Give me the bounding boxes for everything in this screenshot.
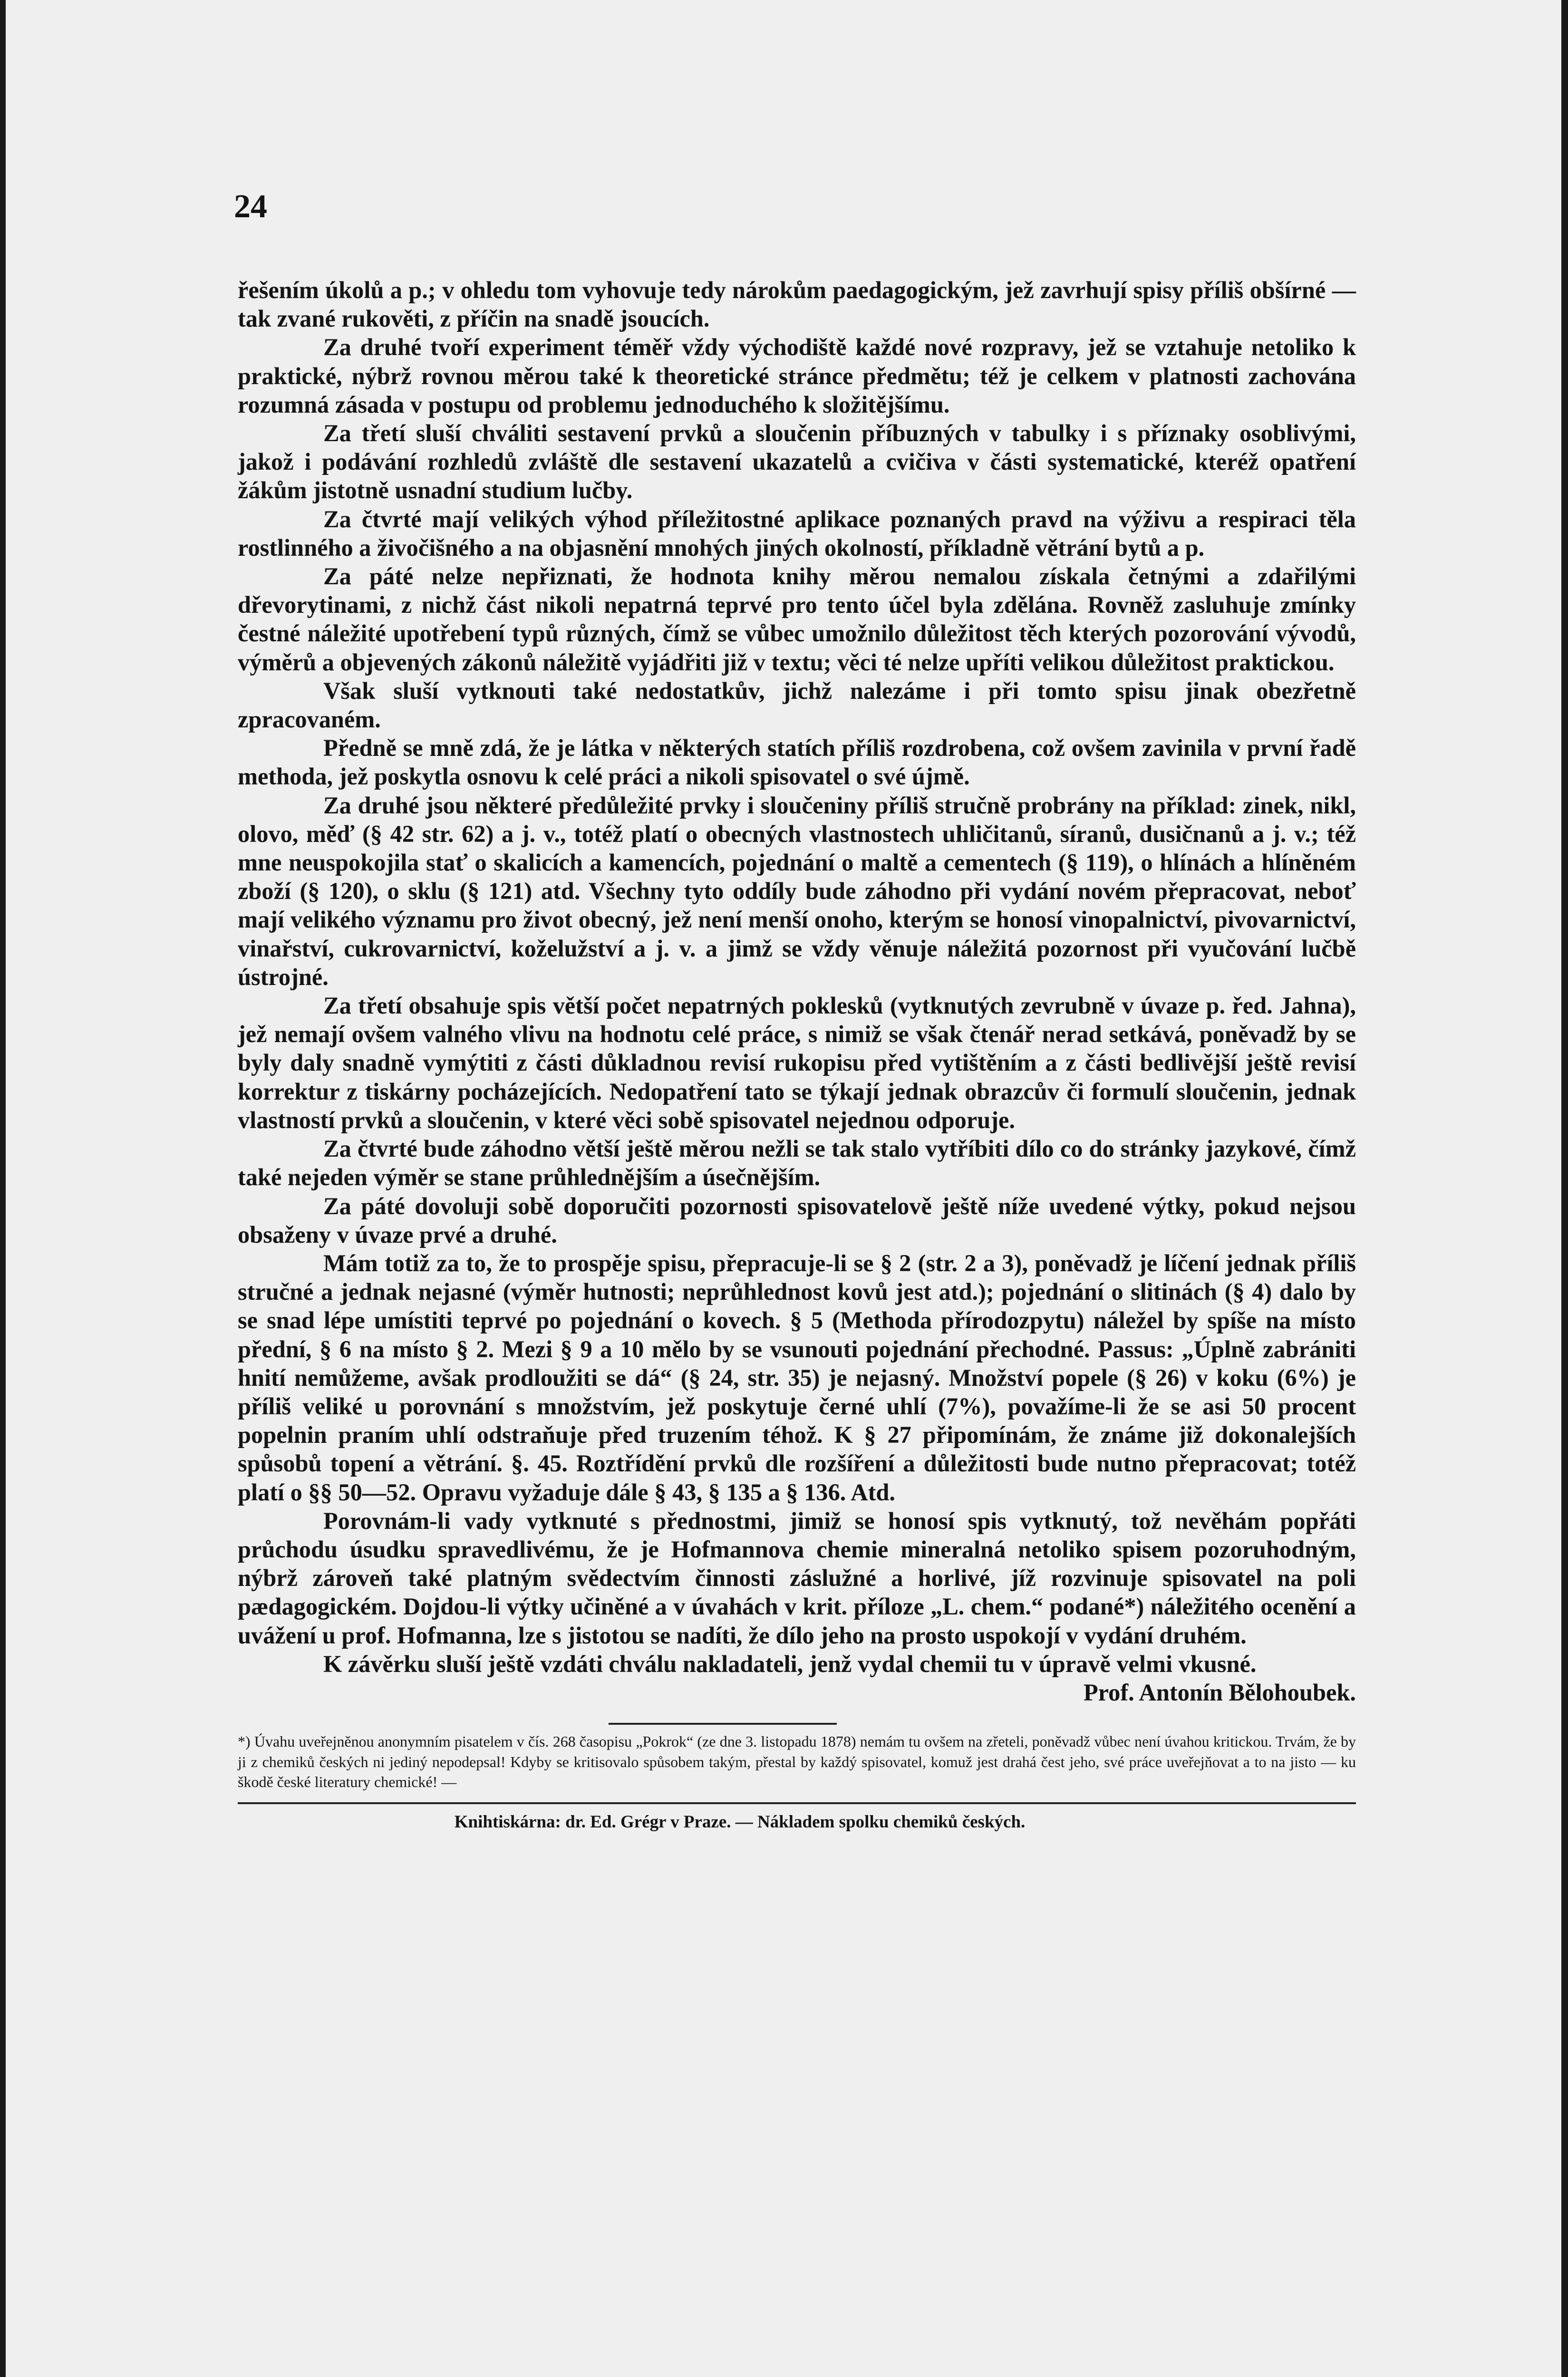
paragraph-13: Porovnám-li vady vytknuté s přednostmi, jimiž se honosí spis vytknutý, tož nevěhám popřáti průchodu úsudku spravedlivému, že je Hofmannova chemie mineralná netoliko spisem pozoruhodným, nýbrž zároveň také platným svědectvím činnosti záslužné a horlivé, jíž rozvinuje spisovatel na poli pædagogickém. Dojdou-li výtky učiněné a v úvahách v krit. příloze „L. chem.“ podané*) náležitého ocenění a uvážení u prof. Hofmanna, lze s jistotou se nadíti, že dílo jeho na prosto uspokojí v vydání druhém. [238, 1507, 1356, 1649]
footnote-rule [609, 1723, 837, 1725]
paragraph-6: Však sluší vytknouti také nedostatkův, jichž nalezáme i při tomto spisu jinak obezřetně zpracovaném. [238, 677, 1356, 733]
paragraph-12: Mám totiž za to, že to prospěje spisu, přepracuje-li se § 2 (str. 2 a 3), poněvadž je líčení jednak příliš stručné a jednak nejasné (výměr hutnosti; neprůhlednost kovů jest atd.); pojednání o slitinách (§ 4) dalo by se snad lépe umístiti teprvé po pojednání o kovech. § 5 (Methoda přírodozpytu) náležel by spíše na místo přední, § 6 na místo § 2. Mezi § 9 a 10 mělo by se vsunouti pojednání přechodné. Passus: „Úplně zabrániti hnití nemůžeme, avšak prodloužiti se dá“ (§ 24, str. 35) je nejasný. Množství popele (§ 26) v koku (6%) je příliš veliké u porovnání s množstvím, jež poskytuje černé uhlí (7%), považíme-li že se asi 50 procent popelnin praním uhlí odstraňuje před truzením téhož. K § 27 připomínám, že známe již dokonalejších spůsobů topení a větrání. §. 45. Roztřídění prvků dle rozšíření a důležitosti bude nutno přepracovat; totéž platí o §§ 50—52. Opravu vyžaduje dále § 43, § 135 a § 136. Atd. [238, 1249, 1356, 1506]
paragraph-2: Za druhé tvoří experiment téměř vždy východiště každé nové rozpravy, jež se vztahuje netoliko k praktické, nýbrž rovnou měrou také k theoretické stránce předmětu; též je celkem v platnosti zachována rozumná zásada v postupu od problemu jednoduchého k složitějšímu. [238, 334, 1356, 418]
paragraph-10: Za čtvrté bude záhodno větší ještě měrou nežli se tak stalo vytříbiti dílo co do stránky jazykové, čímž také nejeden výměr se stane průhlednějším a úsečnějším. [238, 1135, 1356, 1191]
page-number: 24 [234, 188, 267, 225]
paragraph-4: Za čtvrté mají velikých výhod příležitostné aplikace poznaných pravd na výživu a respiraci těla rostlinného a živočišného a na objasnění mnohých jiných okolností, příkladně větrání bytů a p. [238, 505, 1356, 561]
paragraph-5: Za páté nelze nepřiznati, že hodnota knihy měrou nemalou získala četnými a zdařilými dřevorytinami, z nichž část nikoli nepatrná teprvé pro tento účel byla zdělána. Rovněž zasluhuje zmínky čestné náležité upotřebení typů různých, čímž se vůbec umožnilo důležitost těch kterých pozorování vývodů, výměrů a objevených zákonů náležitě vyjádřiti již v textu; věci té nelze upříti velikou důležitost praktickou. [238, 563, 1356, 676]
paragraph-9: Za třetí obsahuje spis větší počet nepatrných poklesků (vytknutých zevrubně v úvaze p. řed. Jahna), jež nemají ovšem valného vlivu na hodnotu celé práce, s nimiž se však čtenář nerad setkává, poněvadž by se byly daly snadně vymýtiti z části důkladnou revisí rukopisu před vytištěním a z části bedlivější ještě revisí korrektur z tiskárny pocházejících. Nedopatření tato se týkají jednak obrazcův či formulí sloučenin, jednak vlastností prvků a sloučenin, v které věci sobě spisovatel nejednou odporuje. [238, 992, 1356, 1133]
page-body [238, 276, 1356, 1833]
paragraph-14: K závěrku sluší ještě vzdáti chválu nakladateli, jenž vydal chemii tu v úpravě velmi vkusné. [323, 1650, 1257, 1677]
paragraph-3: Za třetí sluší chváliti sestavení prvků a sloučenin příbuzných v tabulky i s příznaky osoblivými, jakož i podávání rozhledů zvláště dle sestavení ukazatelů a cvičiva v části systematické, kteréž opatření žákům jistotně usnadní studium lučby. [238, 420, 1356, 504]
imprint-rule [238, 1802, 1356, 1804]
imprint: Knihtiskárna: dr. Ed. Grégr v Praze. — Nákladem spolku chemiků českých. [454, 1812, 1026, 1832]
paragraph-11: Za páté dovoluji sobě doporučiti pozornosti spisovatelově ještě níže uvedené výtky, pokud nejsou obsaženy v úvaze prvé a druhé. [238, 1192, 1356, 1248]
scan-left-edge [0, 0, 6, 2377]
paragraph-7: Předně se mně zdá, že je látka v některých statích příliš rozdrobena, což ovšem zavinila v první řadě methoda, jež poskytla osnovu k celé práci a nikoli spisovatel o své újmě. [238, 734, 1356, 790]
footnote: *) Úvahu uveřejněnou anonymním pisatelem v čís. 268 časopisu „Pokrok“ (ze dne 3. listopadu 1878) nemám tu ovšem na zřeteli, poněvadž vůbec není úvahou kritickou. Trvám, že by ji z chemiků českých ni jediný nepodepsal! Kdyby se kritisovalo spůsobem takým, přestal by každý spisovatel, komuž jest drahá čest jeho, své práce uveřejňovat a to na jisto — ku škodě české literatury chemické! — [238, 1733, 1356, 1790]
paragraph-8: Za druhé jsou některé předůležité prvky i sloučeniny příliš stručně probrány na příklad: zinek, nikl, olovo, měď (§ 42 str. 62) a j. v., totéž platí o obecných vlastnostech uhličitanů, síranů, dusičnanů a j. v.; též mne neuspokojila stať o skalicích a kamencích, pojednání o maltě a cementech (§ 119), o hlínách a hlíněném zboží (§ 120), o sklu (§ 121) atd. Všechny tyto oddíly bude záhodno při vydání novém přepracovat, neboť mají velikého významu pro život obecný, jež není menší onoho, kterým se honosí vinopalnictví, pivovarnictví, vinařství, cukrovarnictví, koželužství a j. v. a jimž se vždy věnuje náležitá pozornost při vyučování lučbě ústrojné. [238, 792, 1356, 990]
paragraph-1: řešením úkolů a p.; v ohledu tom vyhovuje tedy nárokům paedagogickým, jež zavrhují spisy příliš obšírné — tak zvané rukověti, z příčin na snadě jsoucích. [238, 277, 1356, 332]
signature: Prof. Antonín Bělohoubek. [1083, 1679, 1356, 1706]
scan-right-edge [1561, 0, 1568, 2377]
